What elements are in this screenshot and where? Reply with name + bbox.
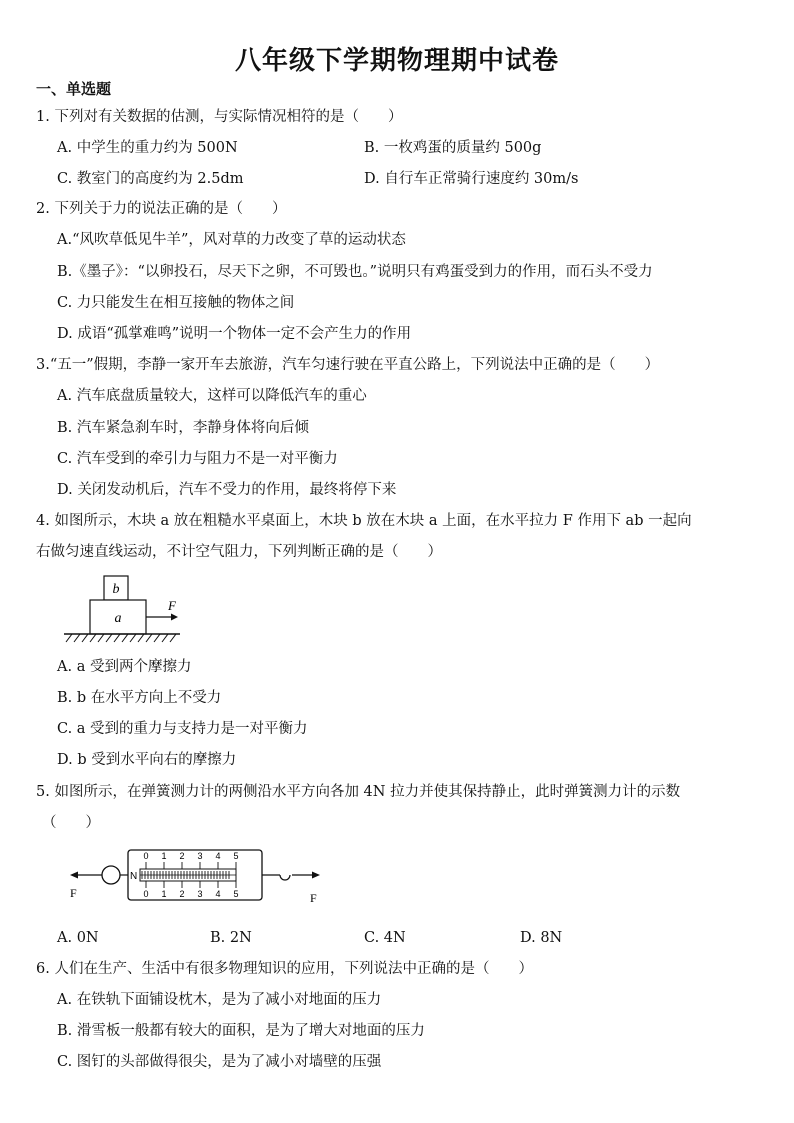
q3-option-c: C. 汽车受到的牵引力与阻力不是一对平衡力: [57, 451, 338, 467]
scale-bottom-3: 3: [197, 889, 203, 899]
q3-option-b: B. 汽车紧急刹车时，李静身体将向后倾: [57, 420, 309, 436]
q1-option-c: C. 教室门的高度约为 2.5dm: [57, 171, 244, 187]
q4-option-a: A. a 受到两个摩擦力: [57, 659, 192, 675]
spring-scale-figure: [62, 842, 330, 910]
q1-stem: 1. 下列对有关数据的估测，与实际情况相符的是（ ）: [36, 109, 403, 125]
section-heading: 一、单选题: [36, 80, 112, 98]
q2-stem: 2. 下列关于力的说法正确的是（ ）: [36, 201, 287, 217]
blocks-figure: [60, 572, 190, 648]
unit-n: N: [130, 871, 138, 882]
scale-top-2: 2: [179, 851, 185, 861]
label-f: F: [168, 598, 176, 613]
q5-stem-line1: 5. 如图所示，在弹簧测力计的两侧沿水平方向各加 4N 拉力并使其保持静止，此时弹簧测力计的示数: [36, 784, 681, 800]
q4-option-c: C. a 受到的重力与支持力是一对平衡力: [57, 721, 308, 737]
q6-option-c: C. 图钉的头部做得很尖，是为了减小对墙壁的压强: [57, 1054, 382, 1070]
label-f-right: F: [310, 891, 317, 905]
right-arrow-head: [312, 872, 320, 879]
q5-stem-line2: （ ）: [42, 815, 100, 831]
label-f-left: F: [70, 886, 77, 900]
q5-option-a: A. 0N: [57, 930, 99, 946]
left-ring: [102, 866, 120, 884]
q2-option-d: D. 成语“孤掌难鸣”说明一个物体一定不会产生力的作用: [57, 326, 412, 342]
scale-bottom-1: 1: [161, 889, 167, 899]
scale-bottom-2: 2: [179, 889, 185, 899]
label-a: a: [114, 611, 122, 626]
q4-option-b: B. b 在水平方向上不受力: [57, 690, 222, 706]
scale-top-5: 5: [233, 851, 239, 861]
q3-option-a: A. 汽车底盘质量较大，这样可以降低汽车的重心: [57, 388, 367, 404]
label-b: b: [112, 582, 120, 597]
q4-stem-line2: 右做匀速直线运动，不计空气阻力，下列判断正确的是（ ）: [36, 544, 442, 560]
q4-option-d: D. b 受到水平向右的摩擦力: [57, 752, 237, 768]
q5-option-d: D. 8N: [520, 930, 563, 946]
scale-top-1: 1: [161, 851, 167, 861]
ground-hatching: [66, 634, 176, 642]
scale-top-4: 4: [215, 851, 221, 861]
q1-option-d: D. 自行车正常骑行速度约 30m/s: [364, 171, 579, 187]
q1-option-b: B. 一枚鸡蛋的质量约 500g: [364, 140, 542, 156]
force-arrow-head: [171, 614, 178, 621]
scale-top-3: 3: [197, 851, 203, 861]
q6-option-b: B. 滑雪板一般都有较大的面积，是为了增大对地面的压力: [57, 1023, 425, 1039]
scale-bottom-0: 0: [143, 889, 149, 899]
scale-bottom-4: 4: [215, 889, 221, 899]
q2-option-a: A.“风吹草低见牛羊”，风对草的力改变了草的运动状态: [57, 232, 406, 248]
q6-stem: 6. 人们在生产、生活中有很多物理知识的应用，下列说法中正确的是（ ）: [36, 961, 533, 977]
q6-option-a: A. 在铁轨下面铺设枕木，是为了减小对地面的压力: [57, 992, 382, 1008]
page-title: 八年级下学期物理期中试卷: [234, 46, 559, 76]
q3-stem: 3.“五一”假期，李静一家开车去旅游，汽车匀速行驶在平直公路上，下列说法中正确的是（ ）: [36, 357, 660, 373]
q2-option-b: B.《墨子》：“以卵投石，尽天下之卵，不可毁也。”说明只有鸡蛋受到力的作用，而石头不受力: [57, 264, 653, 280]
left-arrow-head: [70, 872, 78, 879]
q5-option-b: B. 2N: [210, 930, 252, 946]
scale-top-0: 0: [143, 851, 149, 861]
q1-option-a: A. 中学生的重力约为 500N: [57, 140, 238, 156]
scale-bottom-5: 5: [233, 889, 239, 899]
q3-option-d: D. 关闭发动机后，汽车不受力的作用，最终将停下来: [57, 482, 397, 498]
right-hook: [280, 875, 290, 880]
q2-option-c: C. 力只能发生在相互接触的物体之间: [57, 295, 295, 311]
q5-option-c: C. 4N: [364, 930, 406, 946]
q4-stem-line1: 4. 如图所示，木块 a 放在粗糙水平桌面上，木块 b 放在木块 a 上面，在水平拉力 F 作用下 ab 一起向: [36, 513, 692, 529]
